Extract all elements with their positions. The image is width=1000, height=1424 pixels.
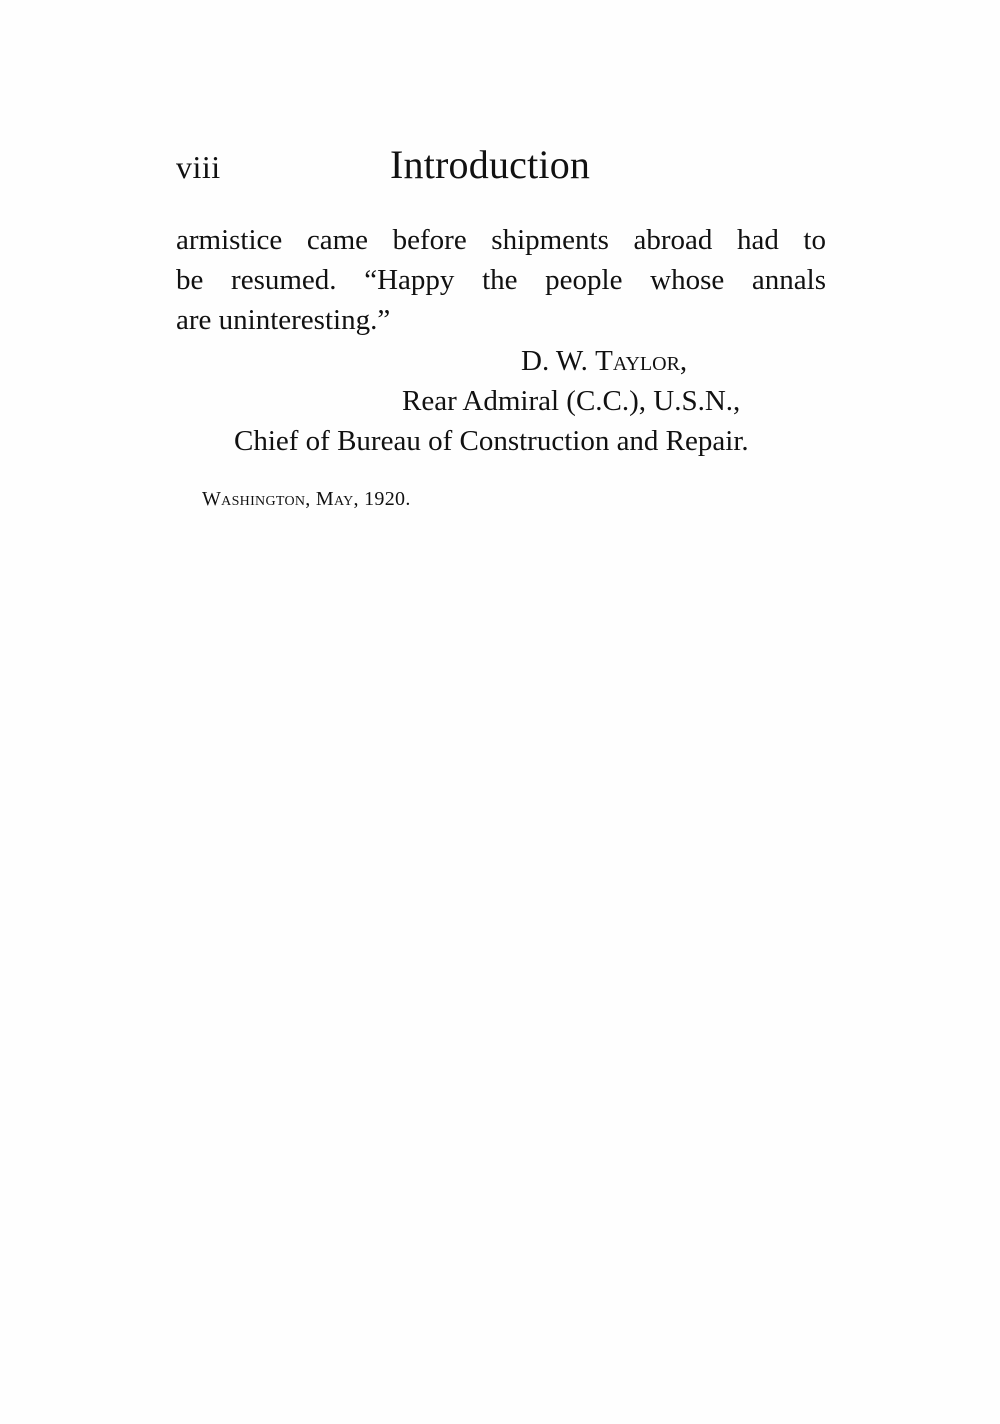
page-number: viii bbox=[176, 149, 221, 185]
signature-initials: D. W. bbox=[521, 345, 596, 377]
dateline-place: Washington bbox=[202, 488, 306, 510]
body-line-3: are uninteresting.” bbox=[176, 304, 391, 336]
signature-surname: Taylor bbox=[595, 345, 680, 377]
signature-title: Chief of Bureau of Construction and Repair. bbox=[234, 425, 749, 457]
dateline-date: , May, 1920. bbox=[305, 488, 411, 510]
body-line-2: be resumed. “Happy the people whose annals bbox=[176, 264, 826, 296]
dateline bbox=[202, 484, 411, 514]
signature-name bbox=[521, 341, 687, 381]
signature-name-punct: , bbox=[679, 345, 688, 377]
running-title: Introduction bbox=[390, 142, 591, 187]
body-line-1: armistice came before shipments abroad had to bbox=[176, 224, 826, 256]
signature-rank: Rear Admiral (C.C.), U.S.N., bbox=[402, 385, 741, 417]
